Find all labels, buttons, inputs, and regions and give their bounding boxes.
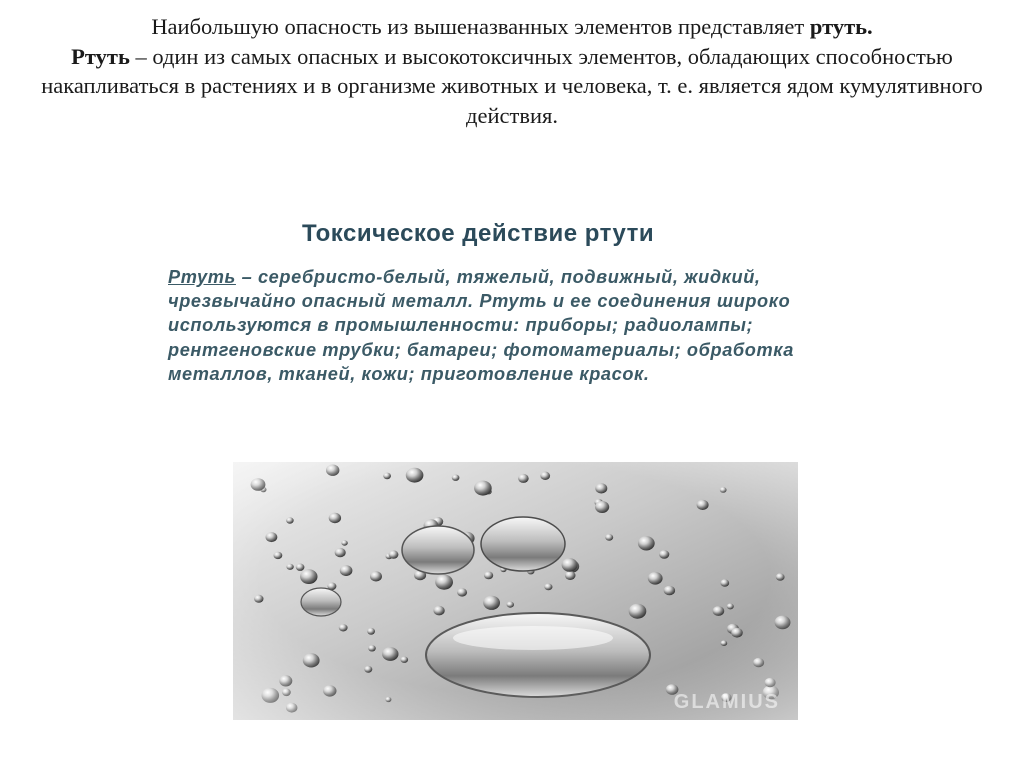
intro-text-2: – один из самых опасных и высокотоксичных элементов, обладающих способностью накапливаться в растениях и в организме животных и человека, т. е. является ядом кумулятивного действия. (41, 43, 983, 128)
panel-title: Токсическое действие ртути (302, 220, 655, 247)
panel-description (168, 265, 858, 386)
intro-bold-mercury: ртуть. (809, 14, 873, 39)
mercury-droplets-photo (233, 462, 798, 720)
photo-watermark: GLAMIUS (673, 691, 780, 713)
toxic-effect-panel (154, 200, 872, 460)
panel-description-text: – серебристо-белый, тяжелый, подвижный, жидкий, чрезвычайно опасный металл. Ртуть и ее соединения широко используются в промышленности: приборы; радиолампы; рентгеновские трубки; батареи; фотоматериалы; обработка металлов, тканей, кожи; приготовление красок. (168, 267, 795, 384)
intro-paragraph (0, 12, 1024, 130)
intro-text-1: Наибольшую опасность из вышеназванных элементов представляет (151, 14, 810, 39)
intro-bold-term: Ртуть (71, 43, 130, 69)
mercury-droplets-image (233, 462, 798, 720)
panel-term: Ртуть (168, 267, 236, 287)
